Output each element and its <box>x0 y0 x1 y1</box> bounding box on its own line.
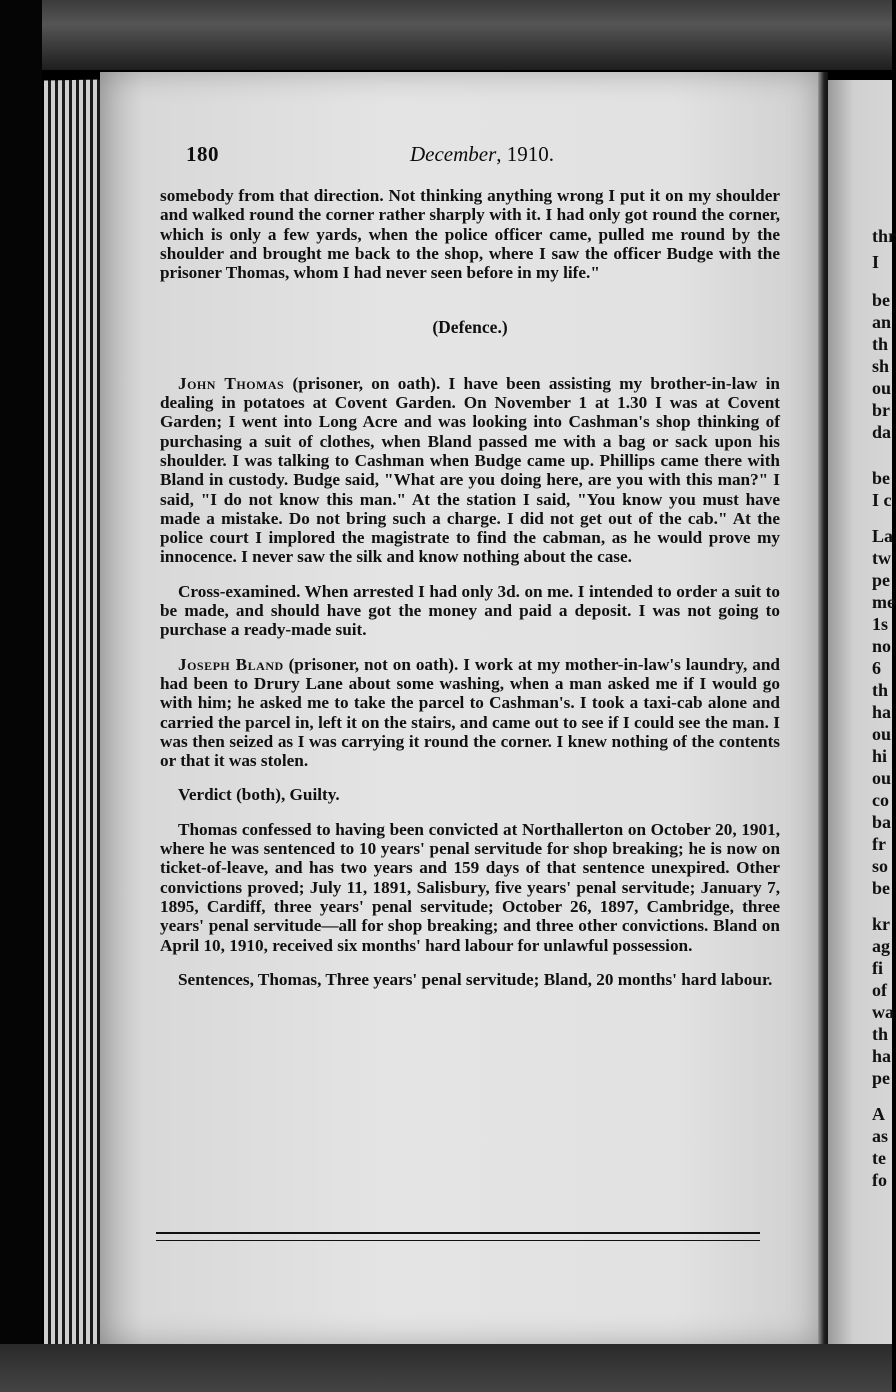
paragraph-cross-examined: Cross-examined. When arrested I had only 3d. on me. I intended to order a suit to be made, and should have got the money and paid a deposit. I was not going to purchase a ready-made suit. <box>160 581 780 640</box>
section-heading-defence: (Defence.) <box>432 317 508 338</box>
facing-page-fragment: fr <box>872 834 886 854</box>
book-gutter <box>818 72 828 1344</box>
facing-page-fragment: wa <box>872 1002 894 1022</box>
paragraph-thomas-testimony <box>160 374 780 567</box>
facing-page <box>828 80 896 1350</box>
facing-page-fragment: 6 <box>872 658 881 678</box>
running-head-month: December <box>410 142 497 166</box>
facing-page-fragment: da <box>872 422 892 442</box>
continued-paragraph: somebody from that direction. Not thinking anything wrong I put it on my shoulder and walked round the corner rather sharply with it. I had only got round the corner, which is only a few yards, when the police officer came, pulled me round by the shoulder and brought me back to the shop, where I saw the officer Budge with the prisoner Thomas, whom I had never seen before in my life." <box>160 186 780 283</box>
facing-page-fragment: pe <box>872 1068 890 1088</box>
facing-page-fragment: th <box>872 680 889 700</box>
facing-page-fragment: be <box>872 878 890 898</box>
running-head-title <box>410 142 554 167</box>
facing-page-fragment: I c <box>872 490 892 510</box>
facing-page-fragment: ou <box>872 378 892 398</box>
paragraph-sentences: Sentences, Thomas, Three years' penal servitude; Bland, 20 months' hard labour. <box>178 969 773 989</box>
scan-background-top <box>0 0 892 70</box>
paragraph-bland-testimony <box>160 655 780 771</box>
facing-page-fragment: th <box>872 334 889 354</box>
facing-page-fragment: thr <box>872 226 896 246</box>
end-of-case-rule <box>156 1232 760 1241</box>
facing-page-fragment: ha <box>872 1046 892 1066</box>
facing-page-fragment: co <box>872 790 889 810</box>
running-head-year: , 1910. <box>496 142 555 166</box>
testimony-text: (prisoner, not on oath). I work at my mother-in-law's laundry, and had been to Drury Lane about some washing, when a man asked me if I would go with him; he asked me to take the parcel to Cashman's. I took a taxi-cab alone and carried the parcel in, left it on the stairs, and came out to see if I could see the man. I was then seized as I was carrying it round the corner. I knew nothing of the contents or that it was stolen. <box>160 654 780 771</box>
facing-page-fragment: ag <box>872 936 890 956</box>
speaker-name: John Thomas <box>178 373 285 393</box>
paragraph-verdict: Verdict (both), Guilty. <box>178 785 340 805</box>
facing-page-fragment: fo <box>872 1170 887 1190</box>
facing-page-fragment: ha <box>872 702 892 722</box>
facing-page-fragment: as <box>872 1126 889 1146</box>
facing-page-fragment: ou <box>872 768 892 788</box>
facing-page-fragment: pe <box>872 570 890 590</box>
book-page-edges <box>44 79 102 1345</box>
scan-background-bottom <box>0 1344 892 1392</box>
facing-page-fragment: an <box>872 312 892 332</box>
facing-page-fragment: La <box>872 526 894 546</box>
facing-page-fragment: ba <box>872 812 892 832</box>
facing-page-fragment: 1s <box>872 614 889 634</box>
facing-page-fragment: me <box>872 592 895 612</box>
facing-page-fragment: br <box>872 400 890 420</box>
facing-page-fragment: fi <box>872 958 883 978</box>
page-body <box>160 186 780 989</box>
facing-page-fragment: I <box>872 252 880 272</box>
testimony-text: (prisoner, on oath). I have been assisting my brother-in-law in dealing in potatoes at Covent Garden. On November 1 at 1.30 I was at Covent Garden; I went into Long Acre and was looking into Cashman's shop thinking of purchasing a suit of clothes, when Bland passed me with a bag or sack upon his shoulder. I was talking to Cashman when Budge came up. Phillips came there with Bland in custody. Budge said, "What are you doing here, are you with this man?" I said, "I do not know this man." At the station I said, "You know you must have made a mistake. Do not bring such a charge. I did not get out of the cab." At the police court I implored the magistrate to find the cabman, as he would prove my innocence. I never saw the silk and know nothing about the case. <box>160 373 780 567</box>
facing-page-fragment: be <box>872 290 890 310</box>
page-number: 180 <box>186 142 219 166</box>
speaker-name: Joseph Bland <box>178 654 284 674</box>
facing-page-fragment: no <box>872 636 892 656</box>
facing-page-fragment: sh <box>872 356 890 376</box>
facing-page-fragment: tw <box>872 548 891 568</box>
facing-page-fragment: hi <box>872 746 888 766</box>
facing-page-fragment: of <box>872 980 887 1000</box>
facing-page-fragment: th <box>872 1024 889 1044</box>
running-head <box>186 140 766 174</box>
facing-page-fragment: ou <box>872 724 892 744</box>
facing-page-fragment: A <box>872 1104 885 1124</box>
facing-page-fragment: be <box>872 468 890 488</box>
paragraph-previous-convictions: Thomas confessed to having been convicted at Northallerton on October 20, 1901, where he was sentenced to 10 years' penal servitude for shop breaking; he is now on ticket-of-leave, and has two years and 159 days of that sentence unexpired. Other convictions proved; July 11, 1891, Salisbury, five years' penal servitude; January 7, 1895, Cardiff, three years' penal servitude; October 26, 1897, Cambridge, three years' penal servitude—all for shop breaking; and three other convictions. Bland on April 10, 1910, received six months' hard labour for unlawful possession. <box>160 819 780 955</box>
facing-page-fragment: so <box>872 856 889 876</box>
scan-background-left <box>0 0 42 1392</box>
facing-page-fragment: te <box>872 1148 886 1168</box>
facing-page-fragment: kr <box>872 914 890 934</box>
